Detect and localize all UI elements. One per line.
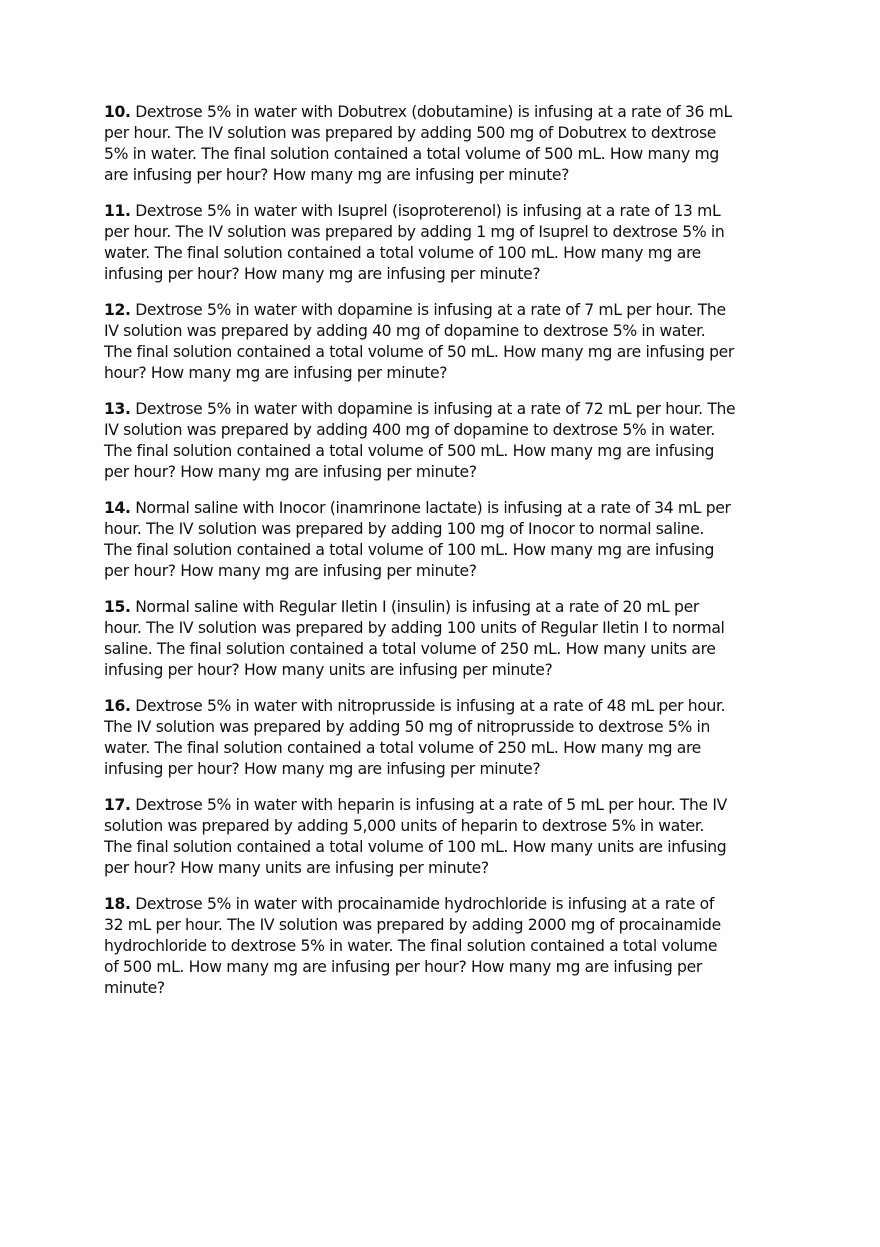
problem-text-line — [104, 420, 804, 441]
problem-number: 15. — [104, 598, 131, 616]
problem-16 — [104, 696, 804, 780]
problem-text: of 500 mL. How many mg are infusing per hour? How many mg are infusing per — [104, 958, 702, 976]
problem-text-line — [104, 342, 804, 363]
problem-text-line — [104, 201, 804, 222]
problem-text: The IV solution was prepared by adding 50 mg of nitroprusside to dextrose 5% in — [104, 718, 711, 736]
problem-text-line — [104, 498, 804, 519]
problem-text: Normal saline with Inocor (inamrinone lactate) is infusing at a rate of 34 mL per — [135, 499, 731, 517]
problem-text: Dextrose 5% in water with dopamine is infusing at a rate of 7 mL per hour. The — [135, 301, 726, 319]
problem-text: 32 mL per hour. The IV solution was prepared by adding 2000 mg of procainamide — [104, 916, 721, 934]
problem-text-line — [104, 978, 804, 999]
problem-text: infusing per hour? How many mg are infusing per minute? — [104, 265, 541, 283]
problem-text: 5% in water. The final solution contained a total volume of 500 mL. How many mg — [104, 145, 719, 163]
problem-text-line — [104, 837, 804, 858]
problem-14 — [104, 498, 804, 582]
problem-number: 12. — [104, 301, 131, 319]
problem-text-line — [104, 738, 804, 759]
problem-text: Dextrose 5% in water with dopamine is infusing at a rate of 72 mL per hour. The — [135, 400, 736, 418]
problem-text: per hour? How many units are infusing per minute? — [104, 859, 489, 877]
problem-text-line — [104, 696, 804, 717]
problem-number: 18. — [104, 895, 131, 913]
problem-text-line — [104, 561, 804, 582]
problem-text: solution was prepared by adding 5,000 units of heparin to dextrose 5% in water. — [104, 817, 705, 835]
problem-text: IV solution was prepared by adding 40 mg of dopamine to dextrose 5% in water. — [104, 322, 706, 340]
problem-text: hydrochloride to dextrose 5% in water. The final solution contained a total volume — [104, 937, 718, 955]
problem-17 — [104, 795, 804, 879]
problem-text: water. The final solution contained a total volume of 100 mL. How many mg are — [104, 244, 701, 262]
problem-text: The final solution contained a total volume of 100 mL. How many mg are infusing — [104, 541, 715, 559]
problem-text-line — [104, 894, 804, 915]
problem-number: 14. — [104, 499, 131, 517]
problem-text-line — [104, 816, 804, 837]
problem-text: Dextrose 5% in water with procainamide hydrochloride is infusing at a rate of — [135, 895, 715, 913]
problem-text-line — [104, 795, 804, 816]
problem-text-line — [104, 717, 804, 738]
problem-text-line — [104, 915, 804, 936]
problem-text: saline. The final solution contained a total volume of 250 mL. How many units are — [104, 640, 716, 658]
problem-text-line — [104, 519, 804, 540]
problem-text-line — [104, 936, 804, 957]
problem-12 — [104, 300, 804, 384]
problem-18 — [104, 894, 804, 999]
problem-text: The final solution contained a total volume of 100 mL. How many units are infusing — [104, 838, 727, 856]
problem-text-line — [104, 618, 804, 639]
problem-text-line — [104, 639, 804, 660]
document-page — [104, 102, 804, 1014]
problem-text: infusing per hour? How many units are infusing per minute? — [104, 661, 553, 679]
problem-text: Dextrose 5% in water with heparin is infusing at a rate of 5 mL per hour. The IV — [135, 796, 727, 814]
problem-text: The final solution contained a total volume of 500 mL. How many mg are infusing — [104, 442, 715, 460]
problem-text: per hour. The IV solution was prepared by adding 500 mg of Dobutrex to dextrose — [104, 124, 716, 142]
problem-text: Dextrose 5% in water with Isuprel (isoproterenol) is infusing at a rate of 13 mL — [135, 202, 721, 220]
problem-number: 16. — [104, 697, 131, 715]
problem-text: water. The final solution contained a total volume of 250 mL. How many mg are — [104, 739, 701, 757]
problem-text: are infusing per hour? How many mg are infusing per minute? — [104, 166, 570, 184]
problem-text-line — [104, 441, 804, 462]
problem-text-line — [104, 165, 804, 186]
problem-text-line — [104, 123, 804, 144]
problem-text-line — [104, 321, 804, 342]
problem-text-line — [104, 540, 804, 561]
problem-text: Dextrose 5% in water with nitroprusside is infusing at a rate of 48 mL per hour. — [135, 697, 726, 715]
problem-number: 13. — [104, 400, 131, 418]
problem-text: infusing per hour? How many mg are infusing per minute? — [104, 760, 541, 778]
problem-text-line — [104, 597, 804, 618]
problem-text: IV solution was prepared by adding 400 mg of dopamine to dextrose 5% in water. — [104, 421, 715, 439]
problem-text: Normal saline with Regular Iletin I (insulin) is infusing at a rate of 20 mL per — [135, 598, 699, 616]
problem-text-line — [104, 264, 804, 285]
problem-text-line — [104, 300, 804, 321]
problem-text: minute? — [104, 979, 165, 997]
problem-text: hour. The IV solution was prepared by adding 100 units of Regular Iletin I to normal — [104, 619, 725, 637]
problem-11 — [104, 201, 804, 285]
problem-text-line — [104, 222, 804, 243]
problem-text: hour? How many mg are infusing per minute? — [104, 364, 448, 382]
problem-text-line — [104, 144, 804, 165]
problem-text-line — [104, 363, 804, 384]
problem-text: hour. The IV solution was prepared by adding 100 mg of Inocor to normal saline. — [104, 520, 705, 538]
problem-text-line — [104, 660, 804, 681]
problem-15 — [104, 597, 804, 681]
problem-text: per hour? How many mg are infusing per minute? — [104, 463, 477, 481]
problem-text: per hour. The IV solution was prepared by adding 1 mg of Isuprel to dextrose 5% in — [104, 223, 725, 241]
problem-number: 11. — [104, 202, 131, 220]
problem-number: 17. — [104, 796, 131, 814]
problem-10 — [104, 102, 804, 186]
problem-text-line — [104, 858, 804, 879]
problem-text-line — [104, 243, 804, 264]
problem-text: per hour? How many mg are infusing per minute? — [104, 562, 477, 580]
problem-text: Dextrose 5% in water with Dobutrex (dobutamine) is infusing at a rate of 36 mL — [135, 103, 732, 121]
problem-number: 10. — [104, 103, 131, 121]
problem-text-line — [104, 102, 804, 123]
problem-text-line — [104, 957, 804, 978]
problem-text-line — [104, 759, 804, 780]
problem-text: The final solution contained a total volume of 50 mL. How many mg are infusing per — [104, 343, 734, 361]
problem-text-line — [104, 399, 804, 420]
problem-13 — [104, 399, 804, 483]
problem-text-line — [104, 462, 804, 483]
